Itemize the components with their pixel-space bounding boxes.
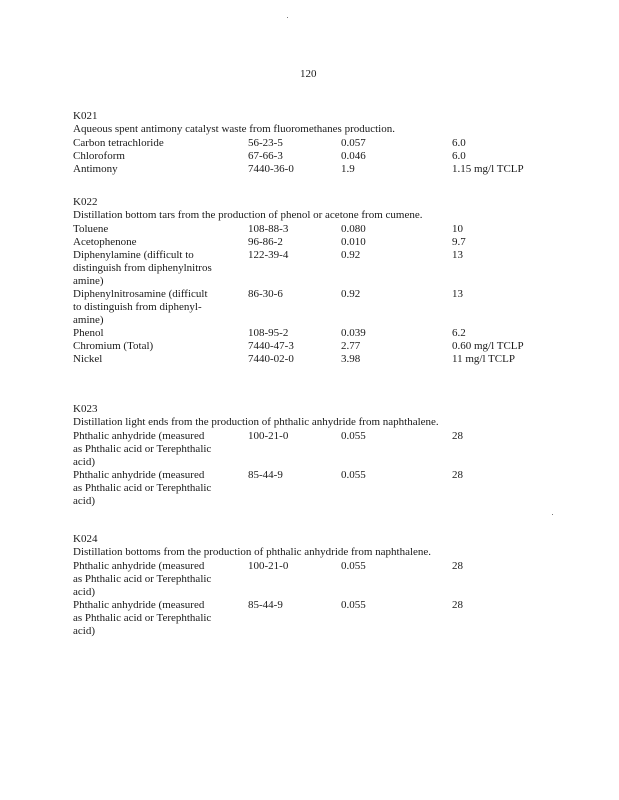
constituent-name-line: acid) — [73, 495, 95, 507]
constituent-row — [73, 137, 553, 150]
constituent-row — [73, 236, 553, 249]
wastewater-value: 0.046 — [341, 150, 366, 162]
constituent-name — [73, 327, 248, 340]
nonwastewater-standard: 28 — [452, 560, 463, 572]
wastewater-value: 2.77 — [341, 340, 361, 352]
cas-number: 108-95-2 — [248, 327, 289, 339]
wastewater-value: 0.010 — [341, 236, 366, 248]
nonwastewater-standard: 10 — [452, 223, 463, 235]
constituent-row — [73, 560, 553, 599]
constituent-name-line: Phthalic anhydride (measured — [73, 469, 205, 481]
cas-number: 100-21-0 — [248, 560, 289, 572]
wastewater-value: 0.080 — [341, 223, 366, 235]
wastewater-value: 0.055 — [341, 560, 366, 572]
cas-number: 7440-47-3 — [248, 340, 294, 352]
cas-number: 96-86-2 — [248, 236, 283, 248]
cas-number: 67-66-3 — [248, 150, 283, 162]
constituent-row — [73, 340, 553, 353]
constituent-name-line: Phthalic anhydride (measured — [73, 599, 205, 611]
constituent-name — [73, 469, 248, 508]
cas-number: 56-23-5 — [248, 137, 283, 149]
nonwastewater-standard: 1.15 mg/l TCLP — [452, 163, 524, 175]
constituent-name-line: Nickel — [73, 353, 103, 365]
constituent-name-line: Diphenylamine (difficult to — [73, 249, 194, 261]
constituent-name-line: Toluene — [73, 223, 109, 235]
constituent-row — [73, 327, 553, 340]
wastewater-value: 1.9 — [341, 163, 355, 175]
waste-code: K022 — [73, 196, 98, 208]
constituent-name — [73, 150, 248, 163]
waste-code: K021 — [73, 110, 98, 122]
constituent-name — [73, 249, 248, 288]
cas-number: 7440-02-0 — [248, 353, 294, 365]
cas-number: 85-44-9 — [248, 599, 283, 611]
waste-code-section — [73, 403, 553, 508]
constituent-name-line: Phthalic anhydride (measured — [73, 560, 205, 572]
constituent-name-line: Antimony — [73, 163, 118, 175]
waste-code: K023 — [73, 403, 98, 415]
nonwastewater-standard: 0.60 mg/l TCLP — [452, 340, 524, 352]
constituent-name — [73, 340, 248, 353]
wastewater-value: 0.055 — [341, 469, 366, 481]
constituent-row — [73, 353, 553, 366]
nonwastewater-standard: 6.0 — [452, 137, 466, 149]
wastewater-value: 0.92 — [341, 288, 361, 300]
constituent-name-line: amine) — [73, 314, 104, 326]
waste-description: Distillation light ends from the production of phthalic anhydride from naphthalene. — [73, 416, 439, 428]
constituent-name-line: Carbon tetrachloride — [73, 137, 164, 149]
constituent-row — [73, 249, 553, 288]
constituent-name — [73, 288, 248, 327]
constituent-name-line: as Phthalic acid or Terephthalic — [73, 573, 212, 585]
constituent-name-line: as Phthalic acid or Terephthalic — [73, 443, 212, 455]
constituent-name-line: distinguish from diphenylnitros — [73, 262, 212, 274]
constituent-name — [73, 236, 248, 249]
constituent-name-line: Acetophenone — [73, 236, 137, 248]
cas-number: 108-88-3 — [248, 223, 289, 235]
nonwastewater-standard: 13 — [452, 288, 463, 300]
nonwastewater-standard: 6.2 — [452, 327, 466, 339]
constituent-name-line: acid) — [73, 586, 95, 598]
nonwastewater-standard: 28 — [452, 430, 463, 442]
constituent-name — [73, 560, 248, 599]
constituent-name-line: acid) — [73, 625, 95, 637]
scan-speck — [287, 17, 288, 18]
constituent-row — [73, 150, 553, 163]
wastewater-value: 3.98 — [341, 353, 361, 365]
constituent-name-line: as Phthalic acid or Terephthalic — [73, 482, 212, 494]
waste-code-section — [73, 110, 553, 176]
constituent-name-line: Chloroform — [73, 150, 125, 162]
constituent-name — [73, 430, 248, 469]
wastewater-value: 0.039 — [341, 327, 366, 339]
constituent-row — [73, 163, 553, 176]
waste-code-section — [73, 533, 553, 638]
constituent-row — [73, 469, 553, 508]
constituent-row — [73, 430, 553, 469]
constituent-name — [73, 163, 248, 176]
waste-description: Distillation bottoms from the production of phthalic anhydride from naphthalene. — [73, 546, 432, 558]
constituent-name-line: to distinguish from diphenyl- — [73, 301, 202, 313]
scan-speck — [552, 514, 553, 515]
waste-code: K024 — [73, 533, 98, 545]
waste-code-section — [73, 196, 553, 366]
constituent-name-line: as Phthalic acid or Terephthalic — [73, 612, 212, 624]
constituent-row — [73, 288, 553, 327]
cas-number: 122-39-4 — [248, 249, 289, 261]
constituent-row — [73, 223, 553, 236]
constituent-row — [73, 599, 553, 638]
wastewater-value: 0.057 — [341, 137, 366, 149]
waste-description: Aqueous spent antimony catalyst waste from fluoromethanes production. — [73, 123, 395, 135]
cas-number: 7440-36-0 — [248, 163, 294, 175]
wastewater-value: 0.055 — [341, 430, 366, 442]
constituent-name-line: amine) — [73, 275, 104, 287]
nonwastewater-standard: 28 — [452, 469, 463, 481]
constituent-name-line: Phenol — [73, 327, 104, 339]
constituent-name — [73, 223, 248, 236]
nonwastewater-standard: 9.7 — [452, 236, 466, 248]
constituent-name — [73, 599, 248, 638]
constituent-name — [73, 353, 248, 366]
nonwastewater-standard: 11 mg/l TCLP — [452, 353, 515, 365]
constituent-name-line: Chromium (Total) — [73, 340, 154, 352]
nonwastewater-standard: 28 — [452, 599, 463, 611]
wastewater-value: 0.055 — [341, 599, 366, 611]
cas-number: 100-21-0 — [248, 430, 289, 442]
constituent-name-line: acid) — [73, 456, 95, 468]
nonwastewater-standard: 13 — [452, 249, 463, 261]
cas-number: 86-30-6 — [248, 288, 283, 300]
constituent-name-line: Diphenylnitrosamine (difficult — [73, 288, 208, 300]
cas-number: 85-44-9 — [248, 469, 283, 481]
nonwastewater-standard: 6.0 — [452, 150, 466, 162]
waste-description: Distillation bottom tars from the production of phenol or acetone from cumene. — [73, 209, 423, 221]
constituent-name-line: Phthalic anhydride (measured — [73, 430, 205, 442]
constituent-name — [73, 137, 248, 150]
page-number: 120 — [300, 68, 317, 80]
wastewater-value: 0.92 — [341, 249, 361, 261]
